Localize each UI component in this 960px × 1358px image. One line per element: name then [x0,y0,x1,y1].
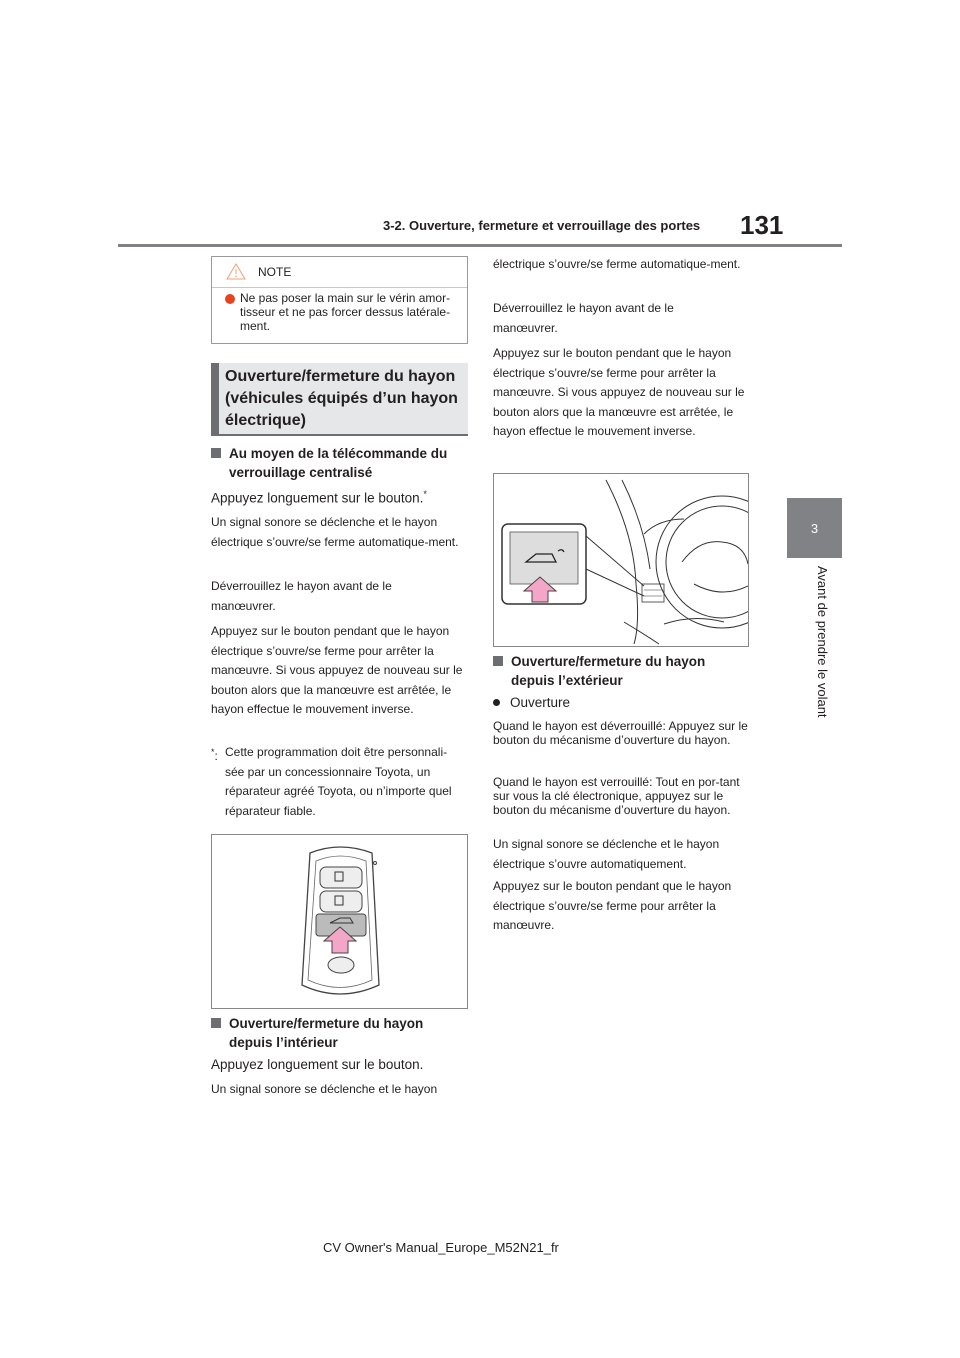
note-box [211,256,468,344]
subheading-outside [493,652,749,692]
round-bullet-icon [493,699,500,706]
note-text: Ne pas poser la main sur le vérin amor-tisseur et ne pas forcer dessus latérale-ment. [240,291,451,333]
paragraph: Déverrouillez le hayon avant de le manœuvrer. [493,301,674,335]
paragraph: Déverrouillez le hayon avant de le manœuvrer. [211,579,392,613]
note-header [212,257,467,288]
chapter-title: Avant de prendre le volant [815,566,830,718]
subheading-remote [211,444,467,484]
paragraph: électrique s’ouvre/se ferme automatique-ment. [493,257,741,271]
subheading-remote-text: Au moyen de la télécommande du verrouillage centralisé [229,446,448,480]
page-number: 131 [740,210,784,240]
paragraph: Appuyez sur le bouton pendant que le hayon électrique s’ouvre/se ferme pour arrêter la manœuvre. [493,879,732,933]
paragraph: Un signal sonore se déclenche et le hayon [211,1082,438,1096]
footnote-ref: * [423,489,427,499]
subheading-outside-text: Ouverture/fermeture du hayon depuis l’extérieur [511,654,706,688]
footnote-separator: : [214,749,218,763]
paragraph: Quand le hayon est verrouillé: Tout en por-tant sur vous la clé électronique, appuyez sur le bouton du mécanisme d’ouverture du hayon. [493,775,740,817]
subheading-inside-text: Ouverture/fermeture du hayon depuis l’intérieur [229,1016,424,1050]
lead-inside: Appuyez longuement sur le bouton. [211,1057,424,1072]
chapter-tab [787,498,842,558]
lead-remote [211,489,467,506]
note-bullet-icon [225,294,235,304]
dashboard-figure [493,473,749,647]
footnote [211,743,463,818]
lead-remote-text: Appuyez longuement sur le bouton. [211,490,424,506]
square-bullet-icon [211,1018,221,1028]
square-bullet-icon [493,656,503,666]
key-fob-illustration [212,835,467,1008]
section-heading [211,363,468,436]
paragraph: Quand le hayon est déverrouillé: Appuyez sur le bouton du mécanisme d’ouverture du hayon. [493,719,748,747]
footer-doc-id: CV Owner's Manual_Europe_M52N21_fr [323,1240,559,1255]
section-heading-text: Ouverture/fermeture du hayon (véhicules équipés d’un hayon électrique) [225,368,458,429]
footnote-text: Cette programmation doit être personnali-sée par un concessionnaire Toyota, un réparateur agréé Toyota, ou n’importe quel réparateur fiable. [225,745,452,818]
paragraph: Appuyez sur le bouton pendant que le hayon électrique s’ouvre/se ferme pour arrêter la manœuvre. Si vous appuyez de nouveau sur le bouton alors que la manœuvre est arrêtée, le hayon effectue le mouvement inverse. [493,346,745,439]
paragraph: Un signal sonore se déclenche et le hayon électrique s’ouvre automatiquement. [493,837,720,871]
section-title: 3-2. Ouverture, fermeture et verrouillage des portes [383,218,701,233]
paragraph: Appuyez sur le bouton pendant que le hayon électrique s’ouvre/se ferme pour arrêter la manœuvre. Si vous appuyez de nouveau sur le bouton alors que la manœuvre est arrêtée, le hayon effectue le mouvement inverse. [211,624,463,717]
dashboard-illustration [494,474,748,646]
subheading-inside [211,1014,467,1054]
bullet-opening-text: Ouverture [510,695,571,710]
paragraph: Un signal sonore se déclenche et le hayon électrique s’ouvre/se ferme automatique-ment. [211,515,459,549]
footnote-mark: * [211,747,215,757]
square-bullet-icon [211,448,221,458]
header-rule [118,244,842,247]
key-fob-figure [211,834,468,1009]
chapter-number: 3 [810,520,819,536]
note-title: NOTE [258,265,292,279]
warning-triangle-icon [226,263,246,280]
